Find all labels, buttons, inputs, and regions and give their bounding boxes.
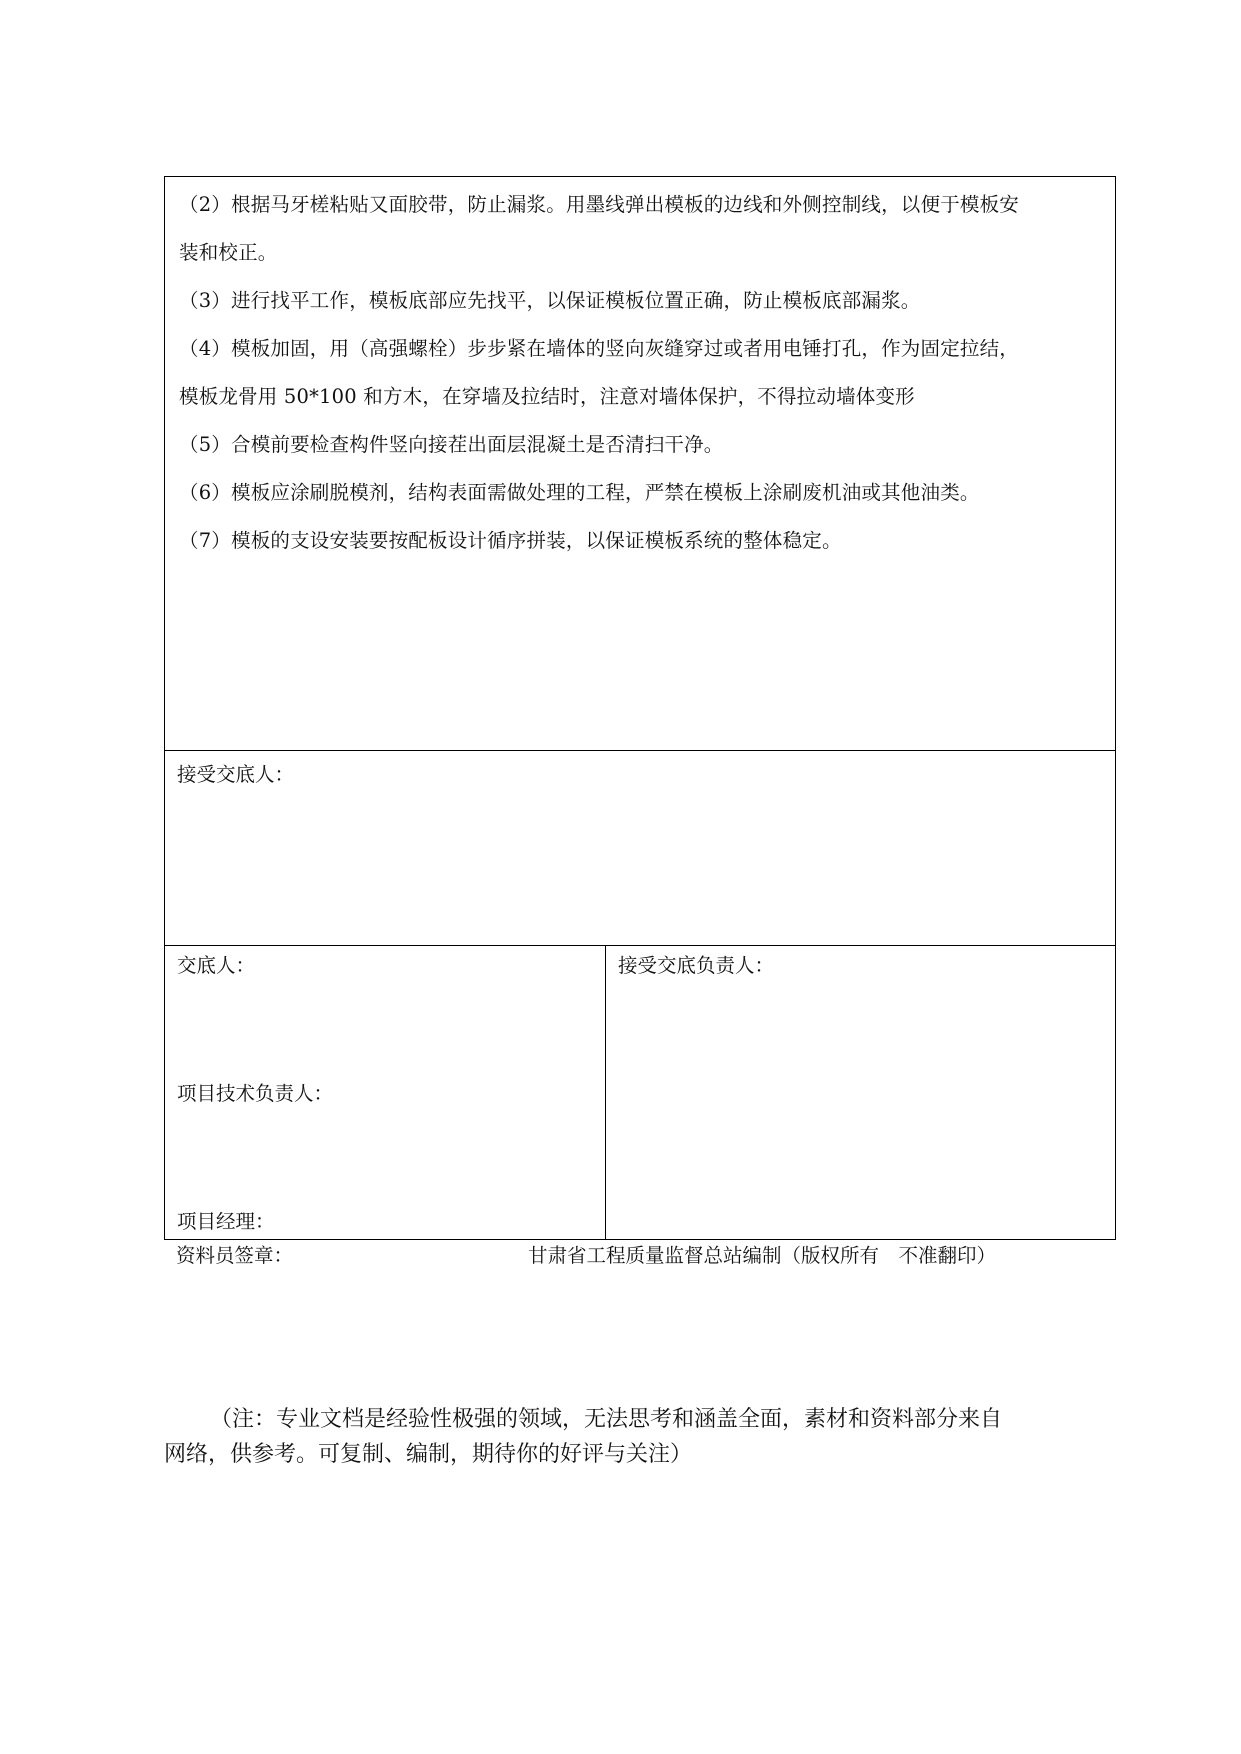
copyright-note: 甘肃省工程质量监督总站编制（版权所有 不准翻印） xyxy=(528,1244,997,1267)
content-line-3: （3）进行找平工作，模板底部应先找平，以保证模板位置正确，防止模板底部漏浆。 xyxy=(179,289,921,312)
note-line-2: 网络，供参考。可复制、编制，期待你的好评与关注） xyxy=(164,1442,693,1467)
receiver-label: 接受交底人： xyxy=(177,763,295,786)
signature-row xyxy=(165,946,1115,1239)
discloser-label: 交底人： xyxy=(177,954,256,977)
signature-left-cell xyxy=(165,946,606,1239)
content-line-4: （4）模板加固，用（高强螺栓）步步紧在墙体的竖向灰缝穿过或者用电锤打孔，作为固定拉结， xyxy=(179,337,1020,360)
receiver-cell xyxy=(165,751,1115,946)
tech-lead-label: 项目技术负责人： xyxy=(177,1082,334,1105)
content-line-7: （6）模板应涂刷脱模剂，结构表面需做处理的工程，严禁在模板上涂刷废机油或其他油类。 xyxy=(179,481,980,504)
content-line-1: （2）根据马牙槎粘贴又面胶带，防止漏浆。用墨线弹出模板的边线和外侧控制线，以便于模板安 xyxy=(179,193,1020,216)
content-line-2: 装和校正。 xyxy=(179,241,278,264)
content-line-6: （5）合模前要检查构件竖向接茬出面层混凝土是否清扫干净。 xyxy=(179,433,724,456)
receiver-lead-label: 接受交底负责人： xyxy=(618,954,775,977)
content-line-8: （7）模板的支设安装要按配板设计循序拼装，以保证模板系统的整体稳定。 xyxy=(179,529,842,552)
content-line-5: 模板龙骨用 50*100 和方木，在穿墙及拉结时，注意对墙体保护，不得拉动墙体变形 xyxy=(179,385,915,408)
clerk-signature-label: 资料员签章： xyxy=(176,1244,294,1267)
manager-label: 项目经理： xyxy=(177,1210,275,1233)
signature-right-cell xyxy=(606,946,1115,1239)
disclosure-content-cell xyxy=(165,177,1115,751)
disclosure-form-table xyxy=(164,176,1116,1240)
note-line-1: （注：专业文档是经验性极强的领域，无法思考和涵盖全面，素材和资料部分来自 xyxy=(210,1407,1003,1432)
